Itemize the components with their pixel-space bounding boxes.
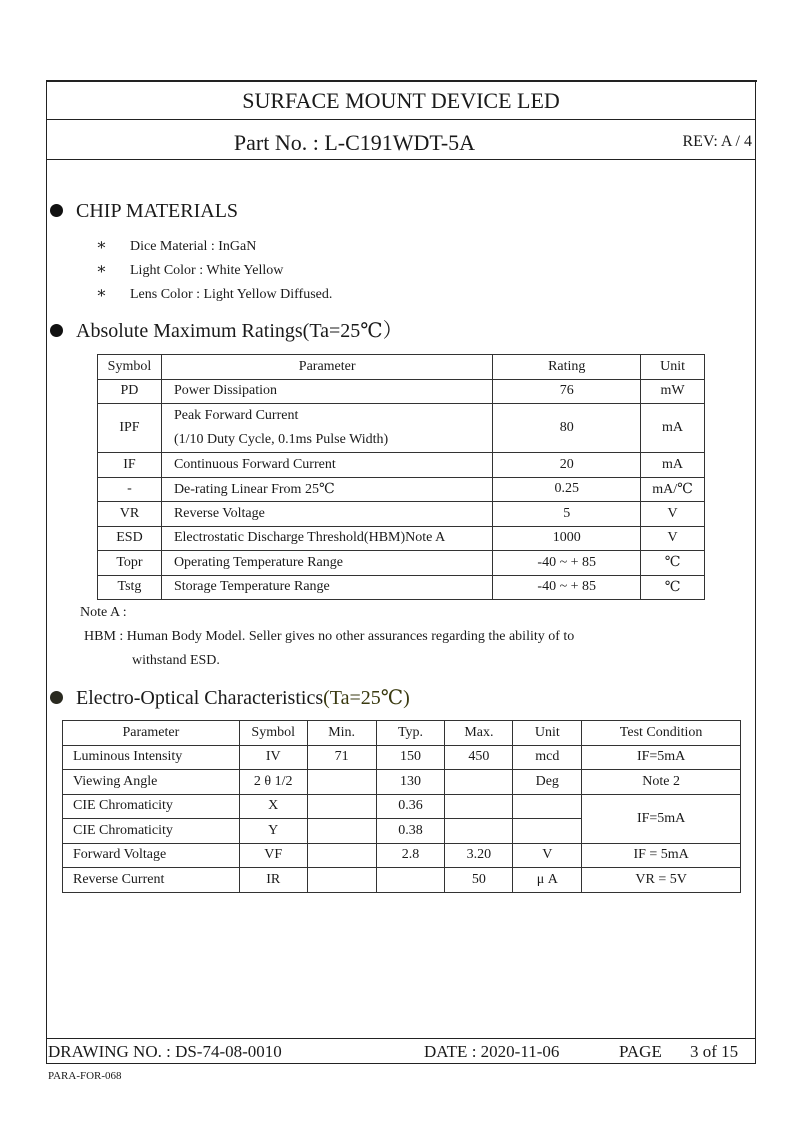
parameter-cell: Luminous Intensity [63, 745, 240, 770]
header-cell: Parameter [161, 355, 492, 380]
unit-cell: mA [641, 404, 705, 453]
typ-cell [376, 868, 445, 893]
document-title: SURFACE MOUNT DEVICE LED [46, 82, 756, 120]
unit-cell: V [641, 526, 705, 551]
star-marker: ∗ [96, 285, 107, 302]
material-text: Dice Material : InGaN [130, 239, 257, 254]
max-cell [445, 819, 513, 844]
table-header-row [63, 721, 741, 746]
parameter-cell [161, 404, 492, 453]
table-row [98, 453, 705, 478]
absolute-max-condition: (Ta=25℃） [302, 320, 403, 342]
part-number: Part No. : L-C191WDT-5A [233, 130, 476, 155]
symbol-cell: IF [98, 453, 162, 478]
table-header-row [98, 355, 705, 380]
header-cell: Rating [493, 355, 641, 380]
electro-optical-title: Electro-Optical Characteristics [76, 687, 324, 709]
max-cell: 3.20 [445, 843, 513, 868]
bullet-absolute-max [50, 324, 63, 337]
rating-cell: 1000 [493, 526, 641, 551]
part-number-row [46, 120, 756, 160]
unit-cell: mA [641, 453, 705, 478]
min-cell [307, 843, 376, 868]
header-cell: Symbol [98, 355, 162, 380]
header-cell: Unit [641, 355, 705, 380]
page-label: PAGE [619, 1042, 662, 1061]
parameter-cell: Operating Temperature Range [161, 551, 492, 576]
table-row [98, 575, 705, 600]
header-cell: Symbol [239, 721, 307, 746]
unit-cell: V [641, 502, 705, 527]
symbol-cell: IR [239, 868, 307, 893]
unit-cell [513, 819, 582, 844]
section-title-absolute-max [76, 319, 403, 343]
parameter-cell: Forward Voltage [63, 843, 240, 868]
unit-cell [513, 794, 582, 819]
header-cell: Unit [513, 721, 582, 746]
material-item [96, 284, 332, 305]
parameter-line-2: (1/10 Duty Cycle, 0.1ms Pulse Width) [173, 432, 389, 447]
table-row [63, 843, 741, 868]
header-cell: Max. [445, 721, 513, 746]
condition-cell: Note 2 [582, 770, 741, 795]
header-cell: Parameter [63, 721, 240, 746]
material-item [96, 260, 283, 281]
table-row [98, 477, 705, 502]
unit-cell: V [513, 843, 582, 868]
star-marker: ∗ [96, 237, 107, 254]
symbol-cell: PD [98, 379, 162, 404]
unit-cell: μ A [513, 868, 582, 893]
note-line-2: withstand ESD. [132, 653, 220, 668]
rating-cell: -40 ~ + 85 [493, 575, 641, 600]
symbol-cell: - [98, 477, 162, 502]
parameter-cell: CIE Chromaticity [63, 819, 240, 844]
symbol-cell: VR [98, 502, 162, 527]
electro-optical-condition: (Ta=25℃) [323, 687, 410, 709]
symbol-cell: Tstg [98, 575, 162, 600]
material-item [96, 236, 256, 257]
drawing-number: DRAWING NO. : DS-74-08-0010 [48, 1042, 282, 1061]
max-cell [445, 770, 513, 795]
condition-cell: IF=5mA [582, 745, 741, 770]
table-row [98, 404, 705, 453]
unit-cell: ℃ [641, 575, 705, 600]
unit-cell: mW [641, 379, 705, 404]
table-row [98, 379, 705, 404]
rating-cell: 5 [493, 502, 641, 527]
rating-cell: 20 [493, 453, 641, 478]
condition-cell: IF=5mA [582, 794, 741, 843]
parameter-cell: Continuous Forward Current [161, 453, 492, 478]
parameter-cell: Reverse Voltage [161, 502, 492, 527]
typ-cell: 150 [376, 745, 445, 770]
note-label: Note A : [80, 605, 127, 620]
table-row [98, 526, 705, 551]
revision: REV: A / 4 [682, 133, 752, 150]
symbol-cell: 2 θ 1/2 [239, 770, 307, 795]
parameter-cell: CIE Chromaticity [63, 794, 240, 819]
star-marker: ∗ [96, 261, 107, 278]
bullet-chip-materials [50, 204, 63, 217]
typ-cell: 2.8 [376, 843, 445, 868]
parameter-cell: Storage Temperature Range [161, 575, 492, 600]
page-number: 3 of 15 [690, 1042, 739, 1061]
electro-optical-table [62, 720, 741, 893]
parameter-cell: De-rating Linear From 25℃ [161, 477, 492, 502]
symbol-cell: ESD [98, 526, 162, 551]
rating-cell: -40 ~ + 85 [493, 551, 641, 576]
absolute-max-title: Absolute Maximum Ratings [76, 320, 303, 342]
rating-cell: 0.25 [493, 477, 641, 502]
material-text: Light Color : White Yellow [130, 263, 284, 278]
table-row [98, 551, 705, 576]
min-cell [307, 770, 376, 795]
max-cell: 450 [445, 745, 513, 770]
symbol-cell: IPF [98, 404, 162, 453]
table-row [63, 868, 741, 893]
absolute-max-table [97, 354, 705, 600]
header-cell: Typ. [376, 721, 445, 746]
min-cell: 71 [307, 745, 376, 770]
note-line-1: HBM : Human Body Model. Seller gives no other assurances regarding the ability of to [84, 629, 575, 644]
parameter-cell: Reverse Current [63, 868, 240, 893]
header-cell: Test Condition [582, 721, 741, 746]
symbol-cell: Y [239, 819, 307, 844]
table-row [63, 794, 741, 819]
parameter-cell: Viewing Angle [63, 770, 240, 795]
table-row [63, 745, 741, 770]
rating-cell: 76 [493, 379, 641, 404]
symbol-cell: Topr [98, 551, 162, 576]
parameter-cell: Electrostatic Discharge Threshold(HBM)Note A [161, 526, 492, 551]
footer [46, 1038, 756, 1064]
date: DATE : 2020-11-06 [424, 1042, 560, 1061]
min-cell [307, 868, 376, 893]
typ-cell: 130 [376, 770, 445, 795]
min-cell [307, 819, 376, 844]
bullet-electro-optical [50, 691, 63, 704]
symbol-cell: IV [239, 745, 307, 770]
form-code: PARA-FOR-068 [48, 1070, 122, 1082]
symbol-cell: VF [239, 843, 307, 868]
min-cell [307, 794, 376, 819]
typ-cell: 0.38 [376, 819, 445, 844]
parameter-cell: Power Dissipation [161, 379, 492, 404]
material-text: Lens Color : Light Yellow Diffused. [130, 287, 333, 302]
condition-cell: VR = 5V [582, 868, 741, 893]
section-title-electro-optical [76, 686, 410, 710]
unit-cell: Deg [513, 770, 582, 795]
table-row [98, 502, 705, 527]
max-cell [445, 794, 513, 819]
header-cell: Min. [307, 721, 376, 746]
rating-cell: 80 [493, 404, 641, 453]
typ-cell: 0.36 [376, 794, 445, 819]
condition-cell: IF = 5mA [582, 843, 741, 868]
unit-cell: ℃ [641, 551, 705, 576]
unit-cell: mA/℃ [641, 477, 705, 502]
max-cell: 50 [445, 868, 513, 893]
parameter-line: Peak Forward Current [173, 408, 299, 423]
symbol-cell: X [239, 794, 307, 819]
unit-cell: mcd [513, 745, 582, 770]
table-row [63, 770, 741, 795]
section-title-chip-materials: CHIP MATERIALS [76, 200, 239, 222]
